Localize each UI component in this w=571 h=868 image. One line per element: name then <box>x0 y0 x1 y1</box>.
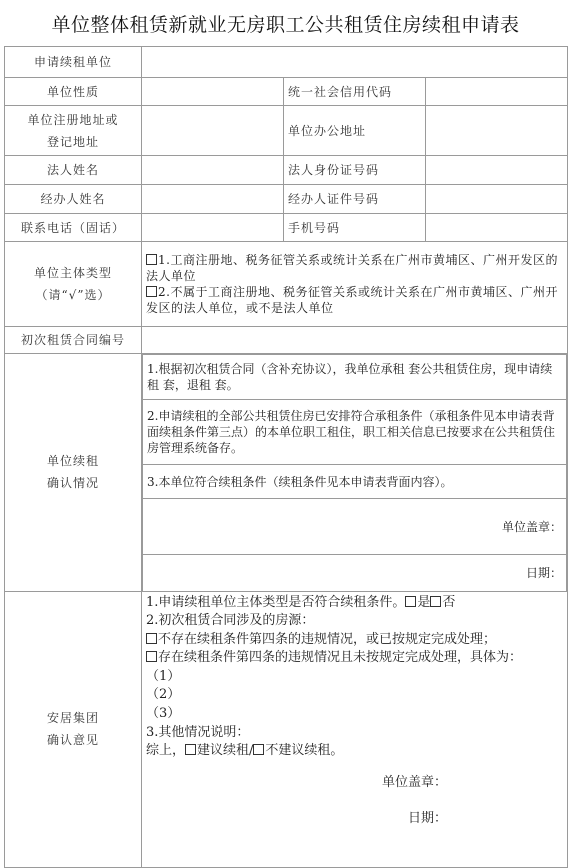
unit-confirm-cell <box>142 354 568 592</box>
group-conclusion-prefix: 综上， <box>146 743 186 759</box>
subject-option-2-text: 不属于工商注册地、税务征管关系或统计关系在广州市黄埔区、广州开发区的法人单位，或不是法人单位 <box>146 285 558 315</box>
group-conclusion <box>146 742 563 761</box>
unit-nature-label: 单位性质 <box>5 78 142 106</box>
group-confirm-label-line2: 确认意见 <box>46 733 99 747</box>
phone-field[interactable] <box>142 214 284 242</box>
legal-id-field[interactable] <box>426 156 568 185</box>
agent-name-field[interactable] <box>142 185 284 214</box>
subject-option-1-checkbox[interactable] <box>146 254 157 265</box>
group-yes-label: 是 <box>417 594 431 610</box>
legal-name-field[interactable] <box>142 156 284 185</box>
group-seal-label: 单位盖章： <box>381 774 447 790</box>
group-no-checkbox[interactable] <box>430 596 441 607</box>
subject-option-2-checkbox[interactable] <box>146 286 157 297</box>
suggest-renew-checkbox[interactable] <box>185 744 196 755</box>
credit-code-field[interactable] <box>426 78 568 106</box>
group-date-label: 日期： <box>407 810 447 826</box>
group-confirm-label <box>5 591 142 867</box>
office-address-field[interactable] <box>426 106 568 156</box>
unit-confirm-item-3: 3.本单位符合续租条件（续租条件见本申请表背面内容）。 <box>143 465 567 499</box>
office-address-label: 单位办公地址 <box>284 106 426 156</box>
group-line-4-text: 存在续租条件第四条的违规情况且未按规定完成处理，具体为： <box>158 650 523 666</box>
group-violation-checkbox[interactable] <box>146 651 157 662</box>
mobile-label: 手机号码 <box>284 214 426 242</box>
subject-option-1[interactable] <box>146 252 563 284</box>
group-confirm-cell <box>142 591 568 867</box>
group-yes-checkbox[interactable] <box>405 596 416 607</box>
reg-address-field[interactable] <box>142 106 284 156</box>
applicant-unit-field[interactable] <box>142 47 568 78</box>
group-line-1-text: 1.申请续租单位主体类型是否符合续租条件。 <box>146 594 406 610</box>
contract-no-label: 初次租赁合同编号 <box>5 327 142 354</box>
application-form <box>4 46 568 868</box>
group-sub-2: （2） <box>146 687 181 703</box>
unit-confirm-item-2: 2.申请续租的全部公共租赁住房已安排符合承租条件（承租条件见本申请表背面续租条件第三点）的本单位职工租住，职工相关信息已按要求在公共租赁住房管理系统备存。 <box>143 400 567 465</box>
group-line-5: 3.其他情况说明： <box>146 724 250 740</box>
contract-no-field[interactable] <box>142 327 568 354</box>
subject-type-label-line1: 单位主体类型 <box>33 266 112 280</box>
unit-confirm-item-1: 1.根据初次租赁合同（含补充协议），我单位承租 套公共租赁住房，现申请续租 套，退租 套。 <box>143 355 567 400</box>
legal-name-label: 法人姓名 <box>5 156 142 185</box>
reg-address-label <box>5 106 142 156</box>
unit-confirm-label <box>5 354 142 592</box>
unit-confirm-label-line2: 确认情况 <box>46 476 99 491</box>
subject-option-2[interactable] <box>146 284 563 316</box>
subject-type-options <box>142 242 568 327</box>
legal-id-label: 法人身份证号码 <box>284 156 426 185</box>
applicant-unit-label: 申请续租单位 <box>5 47 142 78</box>
suggest-not-label: 不建议续租。 <box>265 743 344 759</box>
suggest-renew-label: 建议续租/ <box>197 743 254 759</box>
group-line-3 <box>146 631 563 650</box>
group-line-3-text: 不存在续租条件第四条的违规情况，或已按规定完成处理； <box>158 631 497 647</box>
credit-code-label: 统一社会信用代码 <box>284 78 426 106</box>
group-line-1 <box>146 594 563 613</box>
agent-id-field[interactable] <box>426 185 568 214</box>
phone-label: 联系电话（固话） <box>5 214 142 242</box>
subject-type-label <box>5 242 142 327</box>
group-sub-3: （3） <box>146 706 181 722</box>
group-no-label: 否 <box>442 594 456 610</box>
unit-nature-field[interactable] <box>142 78 284 106</box>
group-confirm-label-line1: 安居集团 <box>46 711 99 725</box>
group-sub-1: （1） <box>146 668 181 684</box>
group-no-violation-checkbox[interactable] <box>146 633 157 644</box>
group-line-2: 2.初次租赁合同涉及的房源： <box>146 613 315 629</box>
subject-type-label-line2: （请“√”选） <box>35 288 111 302</box>
agent-name-label: 经办人姓名 <box>5 185 142 214</box>
suggest-not-checkbox[interactable] <box>253 744 264 755</box>
unit-confirm-label-line1: 单位续租 <box>46 454 99 469</box>
unit-seal-label: 单位盖章： <box>143 499 567 555</box>
reg-address-label-text: 单位注册地址或登记地址 <box>27 112 119 149</box>
unit-confirm-inner <box>142 354 567 591</box>
subject-option-1-number: 1. <box>158 253 171 267</box>
mobile-field[interactable] <box>426 214 568 242</box>
subject-option-2-number: 2. <box>158 285 171 299</box>
agent-id-label: 经办人证件号码 <box>284 185 426 214</box>
form-title: 单位整体租赁新就业无房职工公共租赁住房续租申请表 <box>51 13 520 36</box>
group-confirm-body <box>142 592 567 833</box>
subject-option-1-text: 工商注册地、税务征管关系或统计关系在广州市黄埔区、广州开发区的法人单位 <box>146 253 558 283</box>
unit-date-label: 日期： <box>143 555 567 591</box>
group-line-4 <box>146 649 563 668</box>
